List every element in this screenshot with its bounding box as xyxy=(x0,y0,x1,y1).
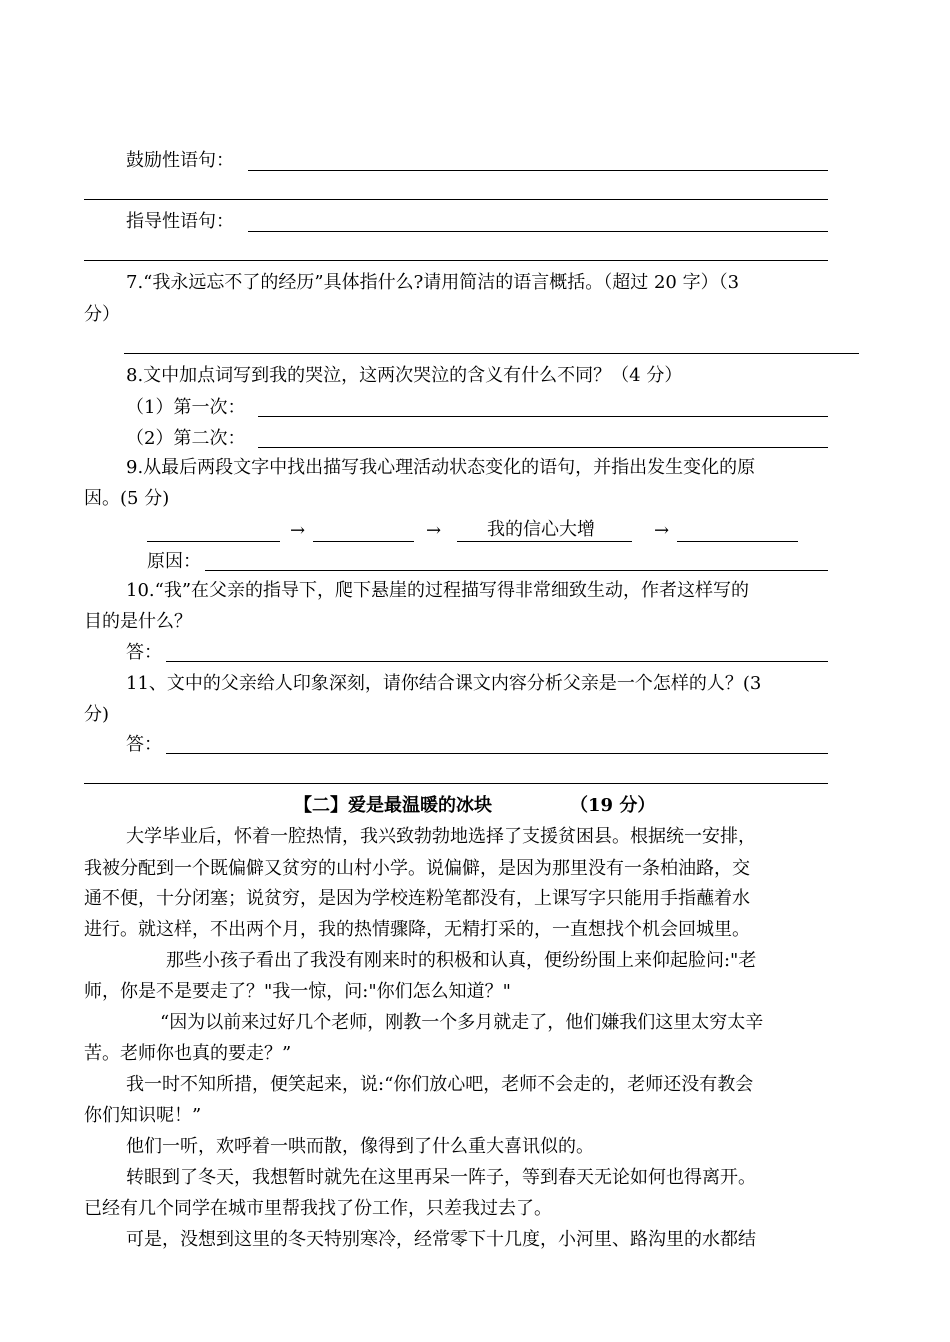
q7-text-line1: 7.“我永远忘不了的经历”具体指什么?请用简洁的语言概括。（超过 20 字）（3 xyxy=(126,272,740,293)
q10-text-line2: 目的是什么？ xyxy=(84,611,192,632)
q9-reason-label: 原因： xyxy=(147,551,201,572)
passage-line: 师，你是不是要走了？"我一惊，问:"你们怎么知道？" xyxy=(84,981,511,1002)
passage-line: 可是，没想到这里的冬天特别寒冷，经常零下十几度，小河里、路沟里的水都结 xyxy=(126,1229,756,1250)
q9-chain-blank-2[interactable] xyxy=(313,541,414,542)
guide-answer-line[interactable] xyxy=(248,231,828,232)
q8-first-label: （1）第一次： xyxy=(126,397,246,418)
q9-reason-answer-line[interactable] xyxy=(205,570,828,571)
passage-line: 他们一听，欢呼着一哄而散，像得到了什么重大喜讯似的。 xyxy=(126,1136,594,1157)
q11-text-line1: 11、文中的父亲给人印象深刻，请你结合课文内容分析父亲是一个怎样的人？(3 xyxy=(126,673,762,694)
section-score: （19 分） xyxy=(570,795,656,816)
passage-line: 通不便，十分闭塞；说贫穷，是因为学校连粉笔都没有，上课写字只能用手指蘸着水 xyxy=(84,888,750,909)
q9-text-line1: 9.从最后两段文字中找出描写我心理活动状态变化的语句，并指出发生变化的原 xyxy=(126,457,756,478)
encourage-label: 鼓励性语句： xyxy=(126,150,234,171)
passage-line: 我被分配到一个既偏僻又贫穷的山村小学。说偏僻，是因为那里没有一条柏油路，交 xyxy=(84,858,750,879)
q10-text-line1: 10.“我”在父亲的指导下，爬下悬崖的过程描写得非常细致生动，作者这样写的 xyxy=(126,580,750,601)
guide-answer-line-2[interactable] xyxy=(84,260,828,261)
passage-line: 我一时不知所措，便笑起来，说:“你们放心吧，老师不会走的，老师还没有教会 xyxy=(126,1074,754,1095)
q8-text: 8.文中加点词写到我的哭泣，这两次哭泣的含义有什么不同？（4 分） xyxy=(126,365,683,386)
q7-answer-line[interactable] xyxy=(124,353,859,354)
q10-answer-line[interactable] xyxy=(166,661,828,662)
passage-line: 那些小孩子看出了我没有刚来时的积极和认真，便纷纷围上来仰起脸问:"老 xyxy=(166,950,757,971)
q11-answer-label: 答： xyxy=(126,734,162,755)
passage-line: 苦。老师你也真的要走？” xyxy=(84,1043,292,1064)
passage-line: 已经有几个同学在城市里帮我找了份工作，只差我过去了。 xyxy=(84,1198,552,1219)
q8-second-label: （2）第二次： xyxy=(126,428,246,449)
passage-line: 你们知识呢！” xyxy=(84,1105,202,1126)
passage-line: “因为以前来过好几个老师，刚教一个多月就走了，他们嫌我们这里太穷太辛 xyxy=(160,1012,764,1033)
passage-line: 大学毕业后，怀着一腔热情，我兴致勃勃地选择了支援贫困县。根据统一安排， xyxy=(126,826,756,847)
passage-line: 转眼到了冬天，我想暂时就先在这里再呆一阵子，等到春天无论如何也得离开。 xyxy=(126,1167,756,1188)
q9-chain-known: 我的信心大增 xyxy=(487,519,595,540)
q10-answer-label: 答： xyxy=(126,642,162,663)
q9-text-line2: 因。(5 分) xyxy=(84,488,170,509)
arrow-right-icon: → xyxy=(654,520,670,541)
q11-answer-line-2[interactable] xyxy=(84,783,828,784)
guide-label: 指导性语句： xyxy=(126,211,234,232)
q9-chain-blank-1[interactable] xyxy=(147,541,280,542)
q9-chain-blank-4[interactable] xyxy=(677,541,798,542)
encourage-answer-line[interactable] xyxy=(248,170,828,171)
q11-text-line2: 分) xyxy=(84,704,110,725)
passage-line: 进行。就这样，不出两个月，我的热情骤降，无精打采的，一直想找个机会回城里。 xyxy=(84,919,750,940)
arrow-right-icon: → xyxy=(290,520,306,541)
q8-first-answer-line[interactable] xyxy=(258,416,828,417)
arrow-right-icon: → xyxy=(426,520,442,541)
q7-text-line2: 分） xyxy=(84,304,120,325)
section-title: 【二】爱是最温暖的冰块 xyxy=(294,795,492,816)
q11-answer-line[interactable] xyxy=(166,753,828,754)
encourage-answer-line-2[interactable] xyxy=(84,199,828,200)
q8-second-answer-line[interactable] xyxy=(258,447,828,448)
